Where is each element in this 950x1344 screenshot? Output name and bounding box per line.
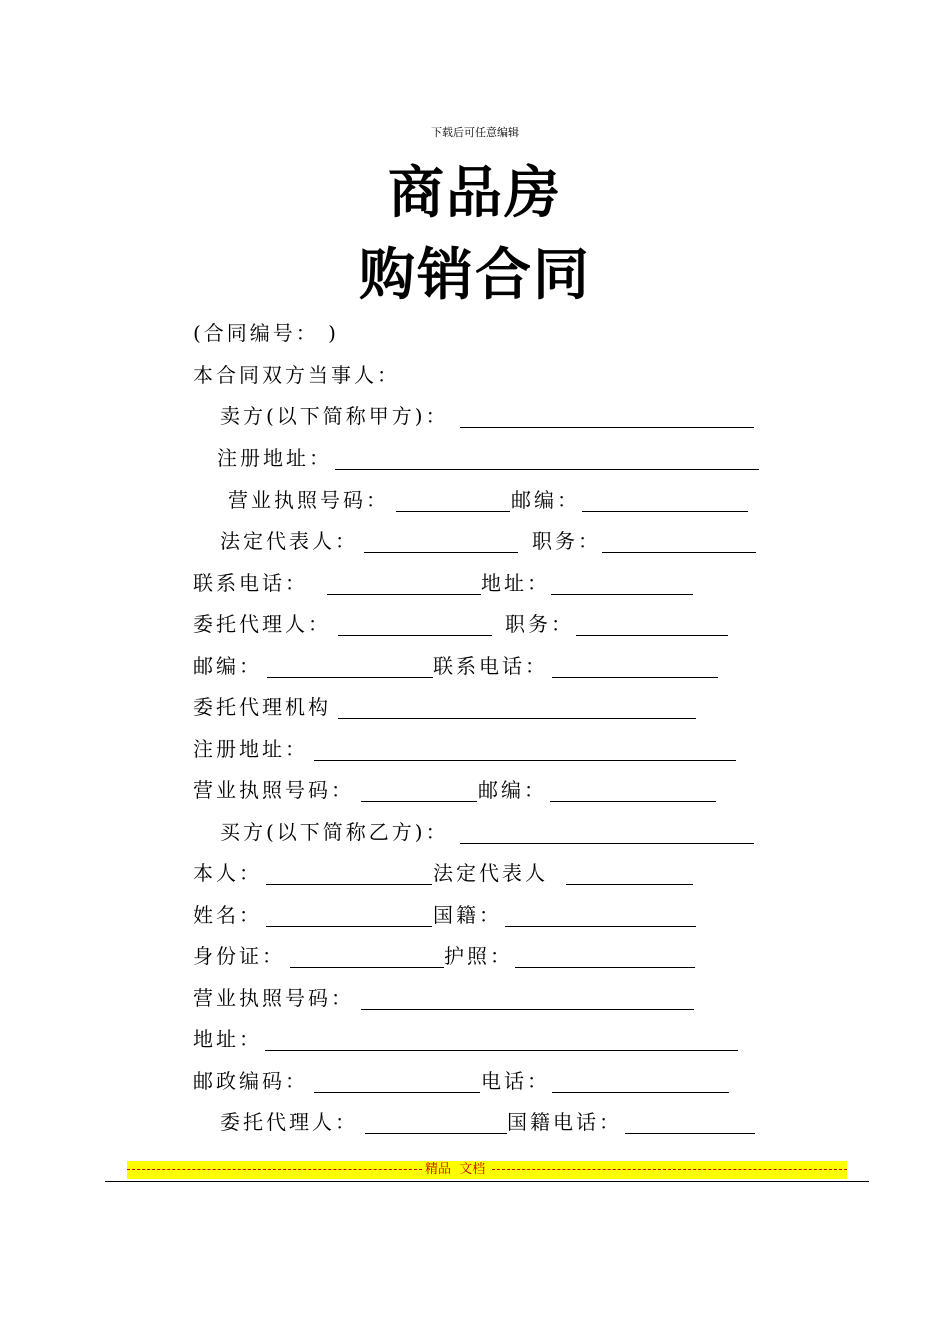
agency-postcode-blank[interactable] bbox=[550, 801, 716, 802]
buyer-postcode-line bbox=[193, 1066, 733, 1096]
agency-reg-address-line bbox=[193, 734, 743, 764]
buyer-nationality-blank[interactable] bbox=[505, 926, 696, 927]
seller-postcode-blank[interactable] bbox=[582, 511, 748, 512]
buyer-license-blank[interactable] bbox=[361, 1009, 694, 1010]
buyer-name-field-blank[interactable] bbox=[266, 926, 432, 927]
title-line-1: 商品房 bbox=[388, 161, 562, 226]
agency-license-blank[interactable] bbox=[361, 801, 477, 802]
buyer-nationality-label: 国籍： bbox=[433, 903, 502, 927]
seller-license-label: 营业执照号码： bbox=[228, 488, 389, 512]
seller-reg-address-blank[interactable] bbox=[335, 469, 759, 470]
seller-position-label: 职务： bbox=[532, 529, 601, 553]
agency-blank[interactable] bbox=[338, 718, 696, 719]
buyer-legal-rep-label: 法定代表人 bbox=[433, 861, 548, 885]
buyer-license-line bbox=[193, 983, 703, 1013]
buyer-self-line bbox=[193, 858, 703, 888]
agency-postcode-label: 邮编： bbox=[478, 778, 547, 802]
footer-highlight-bar bbox=[127, 1161, 847, 1179]
footer-dash-left bbox=[127, 1169, 422, 1170]
buyer-self-blank[interactable] bbox=[266, 884, 432, 885]
seller-legal-rep-label: 法定代表人： bbox=[220, 529, 358, 553]
seller-line bbox=[220, 401, 760, 431]
agent-blank[interactable] bbox=[338, 635, 492, 636]
seller-phone-line bbox=[193, 568, 713, 598]
seller-label: 卖方(以下简称甲方)： bbox=[220, 404, 449, 428]
buyer-postcode-blank[interactable] bbox=[314, 1092, 480, 1093]
buyer-agent-nat-phone-blank[interactable] bbox=[625, 1133, 755, 1134]
seller-reg-address-label: 注册地址： bbox=[217, 446, 332, 470]
seller-phone-label: 联系电话： bbox=[193, 571, 308, 595]
footer-rule bbox=[105, 1181, 869, 1182]
buyer-license-label: 营业执照号码： bbox=[193, 986, 354, 1010]
seller-license-blank[interactable] bbox=[396, 511, 510, 512]
seller-address-label: 地址： bbox=[481, 571, 550, 595]
buyer-name-blank[interactable] bbox=[460, 843, 754, 844]
parties-heading: 本合同双方当事人： bbox=[193, 363, 400, 387]
buyer-line bbox=[220, 817, 760, 847]
contract-number-line: (合同编号： ) bbox=[193, 321, 339, 345]
buyer-label: 买方(以下简称乙方)： bbox=[220, 820, 449, 844]
buyer-id-label: 身份证： bbox=[193, 944, 285, 968]
buyer-agent-nat-phone-label: 国籍电话： bbox=[507, 1110, 622, 1134]
buyer-name-line bbox=[193, 900, 703, 930]
footer-label: 精品 文档 bbox=[422, 1161, 488, 1179]
footer-dash-right bbox=[492, 1169, 847, 1170]
buyer-agent-line bbox=[220, 1107, 760, 1137]
agent-position-label: 职务： bbox=[505, 612, 574, 636]
seller-name-blank[interactable] bbox=[460, 427, 754, 428]
agency-license-label: 营业执照号码： bbox=[193, 778, 354, 802]
agent-postcode-blank[interactable] bbox=[267, 677, 433, 678]
buyer-address-line bbox=[193, 1024, 743, 1054]
agency-reg-address-label: 注册地址： bbox=[193, 737, 308, 761]
agent-phone-blank[interactable] bbox=[552, 677, 718, 678]
agent-phone-label: 联系电话： bbox=[433, 654, 548, 678]
buyer-id-line bbox=[193, 941, 703, 971]
seller-legal-rep-line bbox=[220, 526, 760, 556]
buyer-legal-rep-blank[interactable] bbox=[566, 884, 693, 885]
seller-reg-address-line bbox=[217, 443, 762, 473]
buyer-self-label: 本人： bbox=[193, 861, 262, 885]
agent-postcode-label: 邮编： bbox=[193, 654, 262, 678]
agent-line bbox=[193, 609, 738, 639]
buyer-phone-label: 电话： bbox=[481, 1069, 550, 1093]
buyer-address-blank[interactable] bbox=[265, 1050, 738, 1051]
agency-line bbox=[193, 692, 703, 722]
buyer-phone-blank[interactable] bbox=[552, 1092, 729, 1093]
seller-phone-blank[interactable] bbox=[327, 594, 481, 595]
agent-position-blank[interactable] bbox=[576, 635, 728, 636]
seller-legal-rep-blank[interactable] bbox=[364, 552, 518, 553]
buyer-agent-blank[interactable] bbox=[365, 1133, 507, 1134]
agency-label: 委托代理机构 bbox=[193, 695, 331, 719]
seller-address-blank[interactable] bbox=[551, 594, 693, 595]
buyer-name-label: 姓名： bbox=[193, 903, 262, 927]
buyer-postcode-label: 邮政编码： bbox=[193, 1069, 308, 1093]
buyer-address-label: 地址： bbox=[193, 1027, 262, 1051]
agency-reg-address-blank[interactable] bbox=[314, 760, 736, 761]
seller-license-line bbox=[228, 485, 768, 515]
buyer-passport-label: 护照： bbox=[444, 944, 513, 968]
buyer-passport-blank[interactable] bbox=[515, 967, 695, 968]
agent-postcode-line bbox=[193, 651, 728, 681]
edit-note: 下载后可任意编辑 bbox=[431, 126, 519, 139]
seller-postcode-label: 邮编： bbox=[511, 488, 580, 512]
agency-license-line bbox=[193, 775, 723, 805]
seller-position-blank[interactable] bbox=[602, 552, 756, 553]
agent-label: 委托代理人： bbox=[193, 612, 331, 636]
buyer-id-blank[interactable] bbox=[290, 967, 444, 968]
buyer-agent-label: 委托代理人： bbox=[220, 1110, 358, 1134]
title-line-2: 购销合同 bbox=[359, 243, 591, 308]
